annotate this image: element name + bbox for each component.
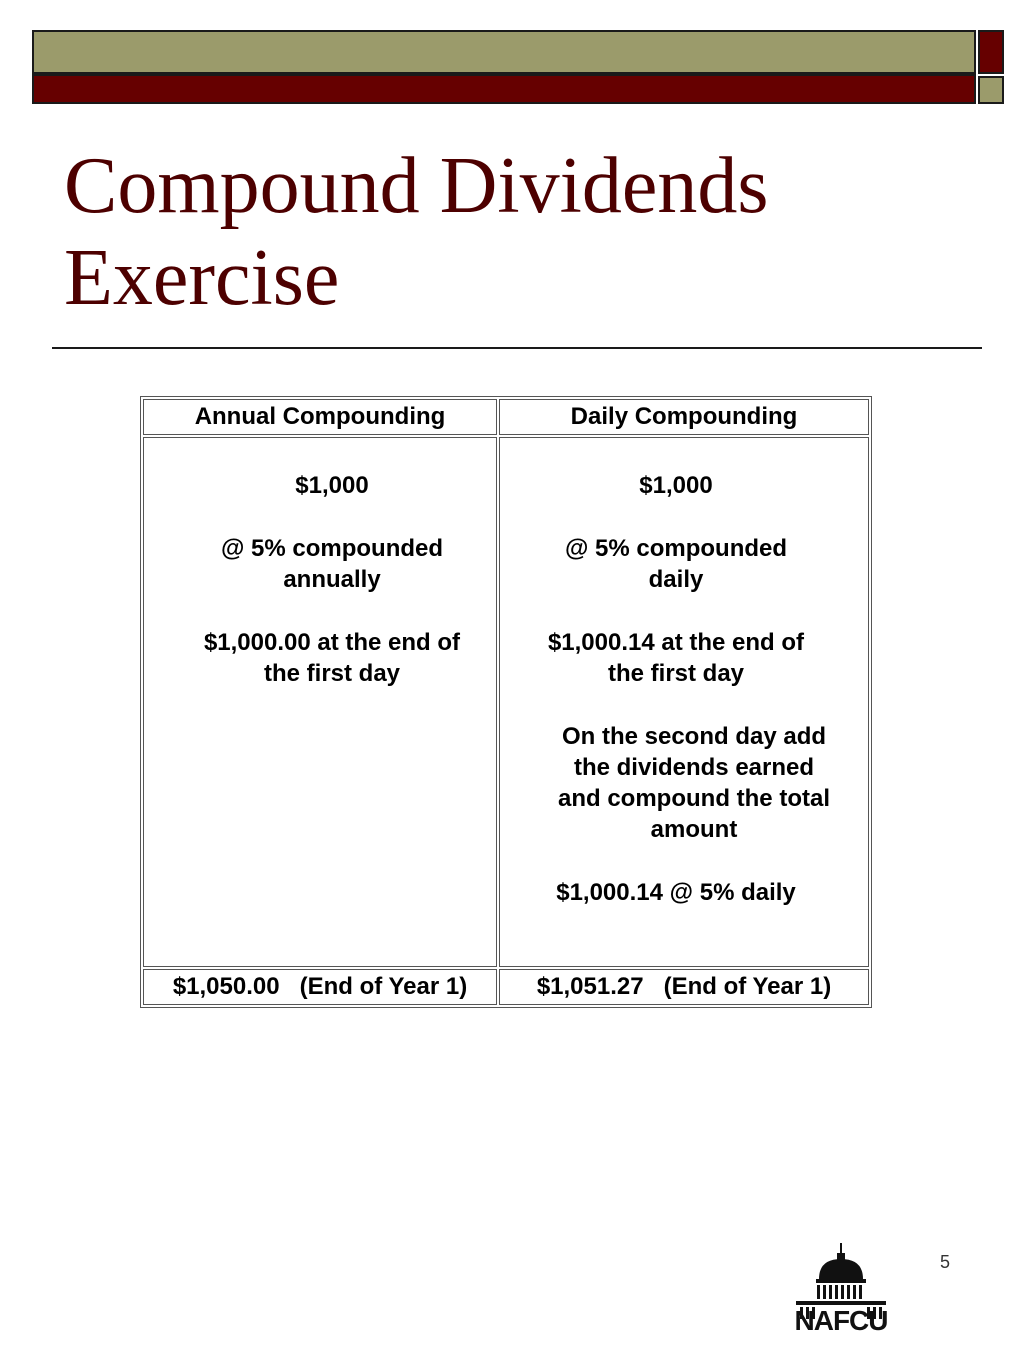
daily-note-line2: the dividends earned xyxy=(573,754,815,781)
annual-principal: $1,000 xyxy=(295,472,369,499)
header-bar-olive xyxy=(32,30,976,74)
header-annual: Annual Compounding xyxy=(143,399,497,435)
table-header-row xyxy=(143,399,869,435)
header-square-maroon xyxy=(978,30,1004,74)
slide-title xyxy=(64,140,964,324)
annual-rate-line1: @ 5% compounded xyxy=(220,535,444,562)
daily-cell xyxy=(499,437,869,967)
slide-title-line1: Compound Dividends xyxy=(64,142,769,230)
title-divider xyxy=(52,347,982,349)
daily-principal: $1,000 xyxy=(639,472,713,499)
daily-day1-line2: the first day xyxy=(607,660,745,687)
compounding-comparison-table xyxy=(140,396,872,1008)
table-body-row xyxy=(143,437,869,967)
daily-note-line1: On the second day add xyxy=(561,723,827,750)
annual-day1-line2: the first day xyxy=(263,660,401,687)
daily-note-line3: and compound the total xyxy=(558,785,830,812)
annual-total: $1,050.00 (End of Year 1) xyxy=(143,969,497,1005)
annual-day1-line1: $1,000.00 at the end of xyxy=(203,629,461,656)
page-number: 5 xyxy=(940,1252,951,1272)
logo-text: NAFCU xyxy=(794,1305,888,1336)
header-bar-maroon xyxy=(32,74,976,104)
header-square-olive xyxy=(978,76,1004,104)
daily-day1-line1: $1,000.14 at the end of xyxy=(547,629,805,656)
daily-total: $1,051.27 (End of Year 1) xyxy=(499,969,869,1005)
daily-day2: $1,000.14 @ 5% daily xyxy=(556,879,796,906)
daily-rate-line2: daily xyxy=(648,566,704,593)
slide-title-line2: Exercise xyxy=(64,234,340,322)
header-daily: Daily Compounding xyxy=(499,399,869,435)
table-total-row xyxy=(143,969,869,1005)
annual-cell xyxy=(143,437,497,967)
annual-rate-line2: annually xyxy=(283,566,381,593)
daily-note-line4: amount xyxy=(650,816,738,843)
daily-rate-line1: @ 5% compounded xyxy=(564,535,788,562)
